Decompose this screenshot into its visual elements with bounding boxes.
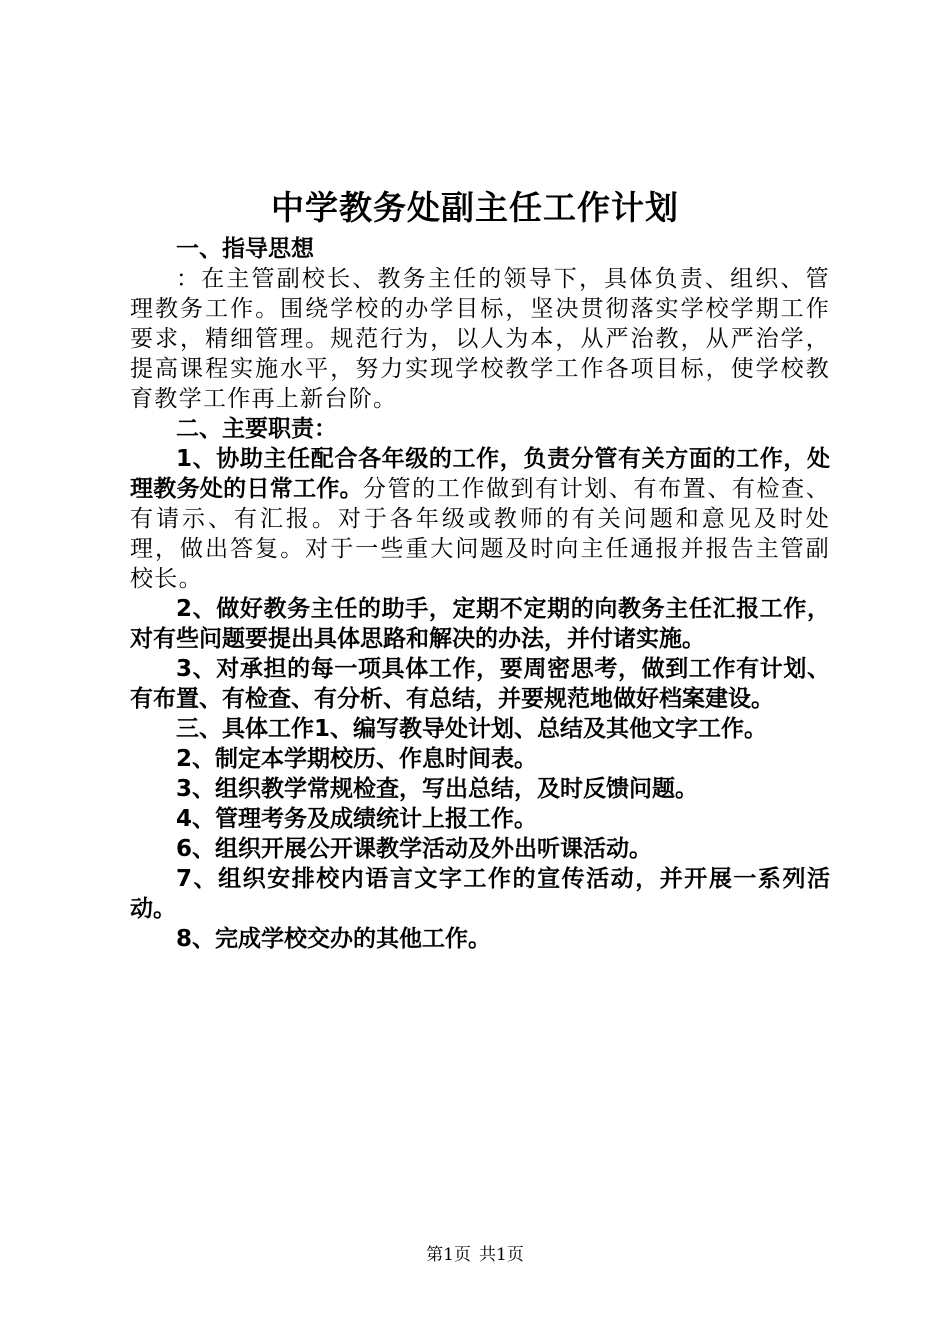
- paragraph-specific-work-7: 7、组织安排校内语言文字工作的宣传活动，并开展一系列活动。: [130, 866, 830, 922]
- page-footer: [0, 1244, 950, 1266]
- section-heading-main-duties: 二、主要职责：: [176, 416, 337, 442]
- page-number: 第1页: [426, 1245, 471, 1265]
- paragraph-guiding-ideology: [130, 264, 830, 414]
- paragraph-specific-work-6: 6、组织开展公开课教学活动及外出听课活动。: [176, 836, 653, 862]
- paragraph-lead: 1、协助主任配合各年级的工作，负责分管有关方面的工作，处理教务处的日常工作。: [130, 446, 830, 502]
- paragraph-specific-work-8: 8、完成学校交办的其他工作。: [176, 926, 492, 952]
- paragraph-text: 分管的工作做到有计划、有布置、有检查、有请示、有汇报。对于各年级或教师的有关问题和意见及时处理，做出答复。对于一些重大问题及时向主任通报并报告主管副校长。: [130, 476, 831, 592]
- paragraph-duty-1: [130, 444, 830, 594]
- paragraph-specific-work-1: 三、具体工作1、编写教导处计划、总结及其他文字工作。: [176, 716, 768, 742]
- paragraph-text: ：在主管副校长、教务主任的领导下，具体负责、组织、管理教务工作。围绕学校的办学目标，坚决贯彻落实学校学期工作要求，精细管理。规范行为，以人为本，从严治教，从严治学，提高课程实施水平，努力实现学校教学工作各项目标，使学校教育教学工作再上新台阶。: [130, 266, 830, 412]
- paragraph-duty-3: 3、对承担的每一项具体工作，要周密思考，做到工作有计划、有布置、有检查、有分析、有总结，并要规范地做好档案建设。: [130, 656, 830, 712]
- paragraph-specific-work-2: 2、制定本学期校历、作息时间表。: [176, 746, 538, 772]
- section-heading-guiding-ideology: 一、指导思想: [176, 236, 314, 262]
- paragraph-specific-work-4: 4、管理考务及成绩统计上报工作。: [176, 806, 538, 832]
- page-total: 共1页: [479, 1245, 524, 1265]
- document-title: 中学教务处副主任工作计划: [271, 188, 679, 227]
- paragraph-specific-work-3: 3、组织教学常规检查，写出总结，及时反馈问题。: [176, 776, 699, 802]
- paragraph-duty-2: 2、做好教务主任的助手，定期不定期的向教务主任汇报工作，对有些问题要提出具体思路和解决的办法，并付诸实施。: [130, 596, 830, 652]
- document-body: [130, 234, 830, 954]
